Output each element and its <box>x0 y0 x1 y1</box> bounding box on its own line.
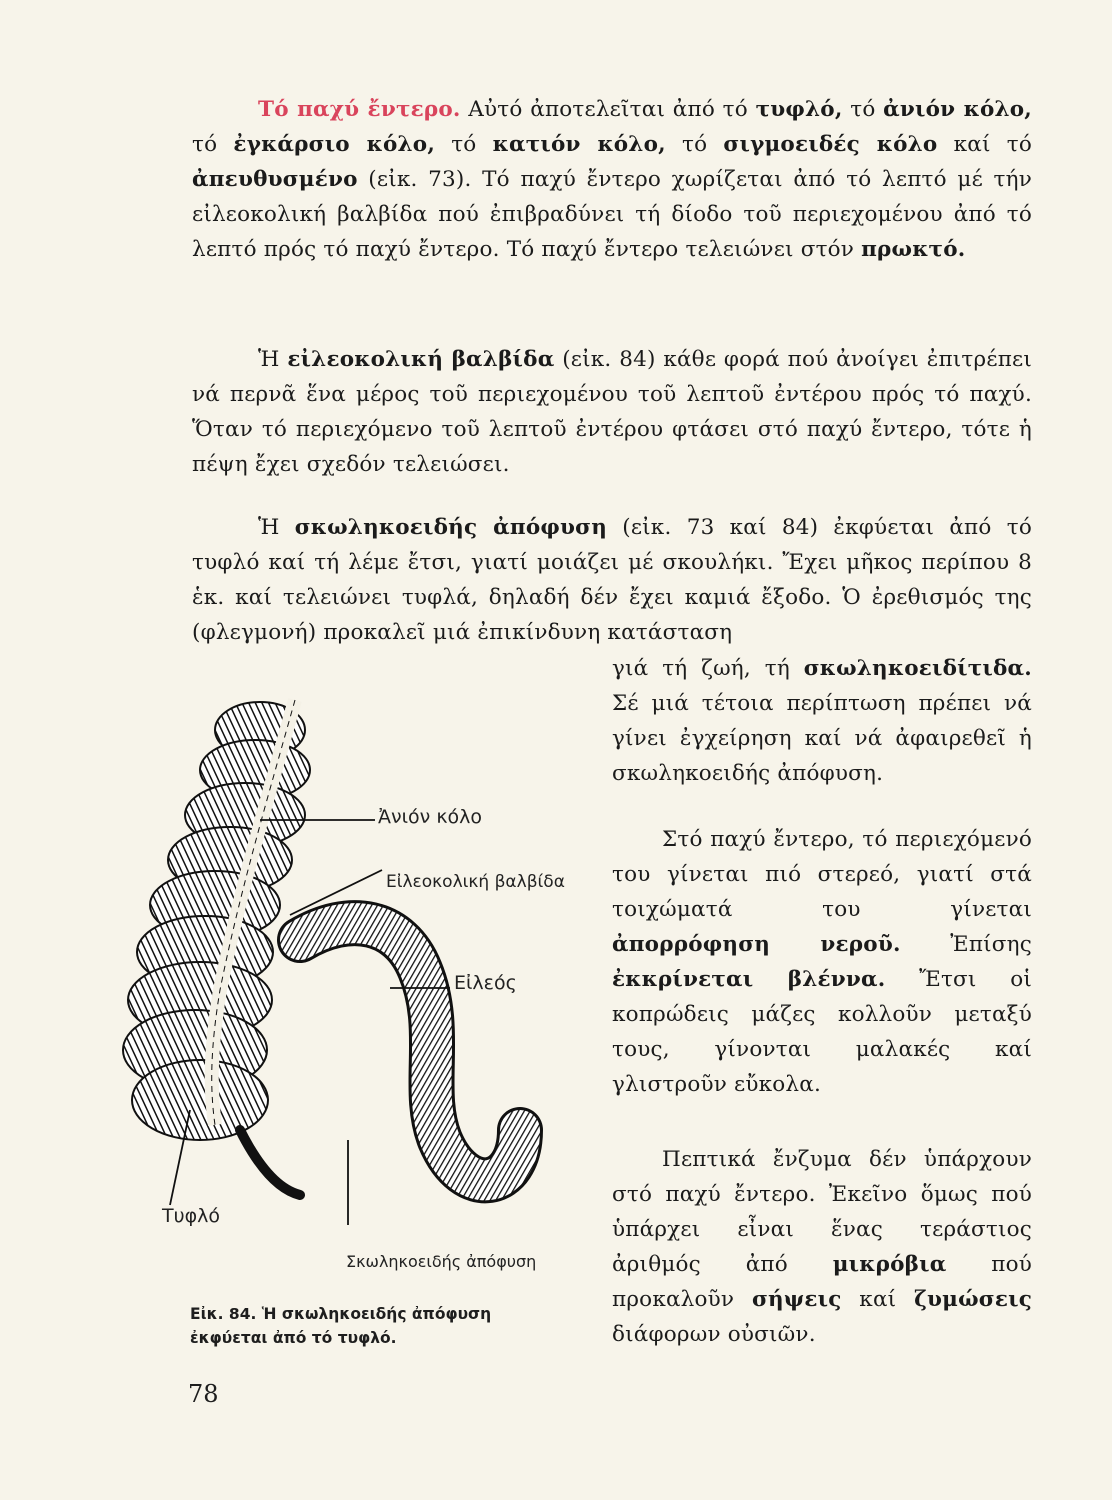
paragraph-large-intestine: Τό παχύ ἔντερο. Αὐτό ἀποτελεῖται ἀπό τό τυφλό, τό ἀνιόν κόλο, τό ἐγκάρσιο κόλο, τό κατιόν κόλο, τό σιγμοειδές κόλο καί τό ἀπευθυσμένο (εἰκ. 73). Τό παχύ ἔντερο χωρίζεται ἀπό τό λεπτό μέ τήν εἰλεοκολική βαλβίδα πού ἐπιβραδύνει τή δίοδο τοῦ περιεχομένου ἀπό τό λεπτό πρός τό παχύ ἔντερο. Τό παχύ ἔντερο τελειώνει στόν πρωκτό. <box>192 97 1033 262</box>
label-ileocecal-valve: Εἰλεοκολική βαλβίδα <box>386 872 565 892</box>
label-appendix: Σκωληκοειδής ἀπόφυση <box>346 1252 537 1271</box>
large-intestine-illustration <box>120 670 640 1270</box>
paragraph-appendix: Ἡ σκωληκοειδής ἀπόφυση (εἰκ. 73 καί 84) ἐκφύεται ἀπό τό τυφλό καί τή λέμε ἔτσι, γιατί μοιάζει μέ σκουλήκι. Ἔχει μῆκος περίπου 8 ἑκ. καί τελειώνει τυφλά, δηλαδή δέν ἔχει καμιά ἔξοδο. Ὁ ἐρεθισμός της (φλεγμονή) προκαλεῖ μιά ἐπικίνδυνη κατάσταση <box>192 515 1032 645</box>
caption-line-1: Εἰκ. 84. Ἡ σκωληκοειδής ἀπόφυση <box>190 1305 492 1323</box>
label-ascending-colon: Ἀνιόν κόλο <box>378 806 483 828</box>
caption-line-2: ἐκφύεται ἀπό τό τυφλό. <box>190 1329 397 1347</box>
appendix <box>240 1130 300 1195</box>
paragraph-water-absorption: Στό παχύ ἔντερο, τό περιεχόμενό του γίνεται πιό στερεό, γιατί στά τοιχώματά του γίνεται ἀπορρόφηση νεροῦ. Ἐπίσης ἐκκρίνεται βλέννα. Ἔτσι οἱ κοπρώδεις μάζες κολλοῦν μεταξύ τους, γίνονται μαλακές καί γλιστροῦν εὔκολα. <box>612 827 1033 1097</box>
figure-84 <box>120 670 640 1270</box>
paragraph-microbes: Πεπτικά ἔνζυμα δέν ὑπάρχουν στό παχύ ἔντερο. Ἐκεῖνο ὅμως πού ὑπάρχει εἶναι ἕνας τεράστιος ἀριθμός ἀπό μικρόβια πού προκαλοῦν σήψεις καί ζυμώσεις διάφορων οὐσιῶν. <box>612 1147 1033 1347</box>
section-heading: Τό παχύ ἔντερο. <box>258 97 461 122</box>
label-cecum: Τυφλό <box>162 1205 221 1227</box>
page-number: 78 <box>188 1380 219 1408</box>
paragraph-ileocecal-valve: Ἡ εἰλεοκολική βαλβίδα (εἰκ. 84) κάθε φορά πού ἀνοίγει ἐπιτρέπει νά περνᾶ ἕνα μέρος τοῦ περιεχομένου τοῦ λεπτοῦ ἐντέρου πρός τό παχύ. Ὅταν τό περιεχόμενο τοῦ λεπτοῦ ἐντέρου φτάσει στό παχύ ἔντερο, τότε ἡ πέψη ἔχει σχεδόν τελειώσει. <box>192 347 1032 477</box>
figure-caption <box>190 1302 491 1350</box>
paragraph-appendicitis: γιά τή ζωή, τή σκωληκοειδίτιδα. Σέ μιά τέτοια περίπτωση πρέπει νά γίνει ἐγχείρηση καί νά ἀφαιρεθεῖ ἡ σκωληκοειδής ἀπόφυση. <box>612 656 1032 786</box>
label-ileum: Εἰλεός <box>454 972 517 994</box>
